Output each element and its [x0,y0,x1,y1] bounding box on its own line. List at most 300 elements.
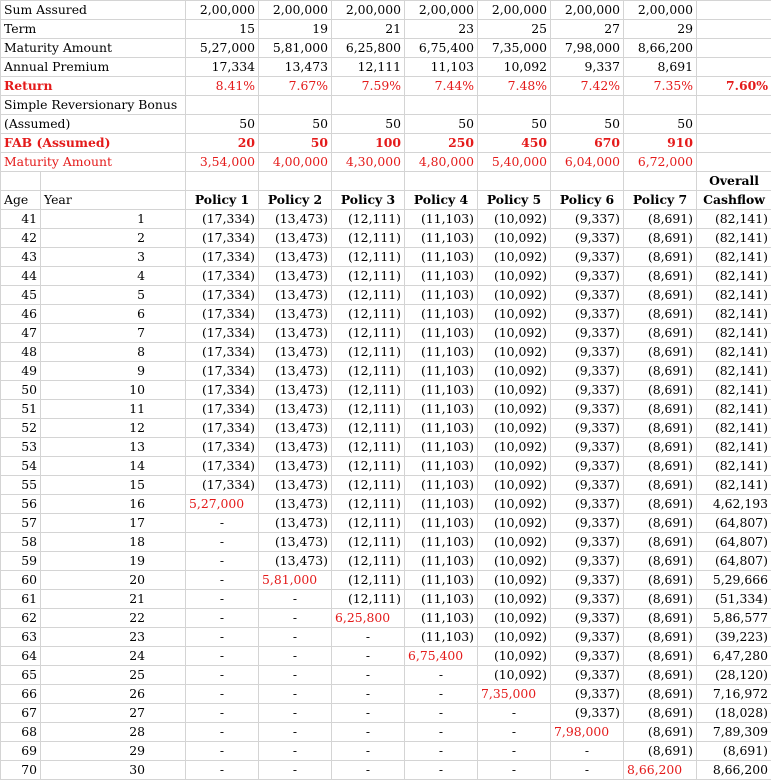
summary-value-maturity_amount[interactable]: 5,27,000 [186,39,259,58]
summary-value-annual_premium[interactable]: 12,111 [332,58,405,77]
policy-cell[interactable]: (9,337) [551,514,624,533]
empty-cell[interactable] [259,96,332,115]
policy-cell[interactable]: (8,691) [624,533,697,552]
summary-value-maturity_amount[interactable]: 7,98,000 [551,39,624,58]
age-cell[interactable]: 67 [1,704,41,723]
age-cell[interactable]: 49 [1,362,41,381]
empty-cell[interactable] [478,172,551,191]
summary-label-srb-line1[interactable]: Simple Reversionary Bonus [1,96,186,115]
overall-cashflow-cell[interactable]: (51,334) [697,590,771,609]
policy-cell[interactable]: (8,691) [624,552,697,571]
policy-cell[interactable]: (8,691) [624,609,697,628]
policy-cell[interactable]: (12,111) [332,419,405,438]
policy-cell[interactable]: (9,337) [551,704,624,723]
summary-value-srb[interactable]: 50 [551,115,624,134]
age-cell[interactable]: 61 [1,590,41,609]
policy-cell[interactable]: (10,092) [478,457,551,476]
overall-cashflow-cell[interactable]: (82,141) [697,343,771,362]
summary-value-fab[interactable]: 670 [551,134,624,153]
policy-cell[interactable]: (11,103) [405,628,478,647]
policy-cell[interactable]: - [186,647,259,666]
header-policy[interactable]: Policy 5 [478,191,551,210]
year-cell[interactable]: 15 [41,476,186,495]
year-cell[interactable]: 13 [41,438,186,457]
policy-cell[interactable]: (12,111) [332,590,405,609]
empty-cell[interactable] [1,172,41,191]
policy-cell[interactable]: (8,691) [624,628,697,647]
policy-cell[interactable]: (10,092) [478,343,551,362]
age-cell[interactable]: 59 [1,552,41,571]
policy-cell[interactable]: (9,337) [551,343,624,362]
policy-cell[interactable]: - [186,609,259,628]
age-cell[interactable]: 41 [1,210,41,229]
year-cell[interactable]: 4 [41,267,186,286]
policy-cell[interactable]: (12,111) [332,267,405,286]
policy-cell[interactable]: - [478,723,551,742]
year-cell[interactable]: 20 [41,571,186,590]
summary-value-fab[interactable]: 250 [405,134,478,153]
summary-value-annual_premium[interactable]: 11,103 [405,58,478,77]
policy-cell[interactable]: 5,81,000 [259,571,332,590]
policy-cell[interactable]: (8,691) [624,742,697,761]
summary-value-srb[interactable]: 50 [405,115,478,134]
policy-cell[interactable]: (10,092) [478,305,551,324]
summary-label-term[interactable]: Term [1,20,186,39]
policy-cell[interactable]: (11,103) [405,400,478,419]
policy-cell[interactable]: (10,092) [478,571,551,590]
policy-cell[interactable]: (8,691) [624,286,697,305]
policy-cell[interactable]: - [259,704,332,723]
empty-cell[interactable] [186,172,259,191]
policy-cell[interactable]: (9,337) [551,400,624,419]
summary-label-srb[interactable]: (Assumed) [1,115,186,134]
summary-value-sum_assured[interactable]: 2,00,000 [551,1,624,20]
policy-cell[interactable]: (10,092) [478,267,551,286]
year-cell[interactable]: 17 [41,514,186,533]
policy-cell[interactable]: (11,103) [405,590,478,609]
policy-cell[interactable]: (8,691) [624,229,697,248]
summary-value-sum_assured[interactable]: 2,00,000 [478,1,551,20]
age-cell[interactable]: 58 [1,533,41,552]
policy-cell[interactable]: (12,111) [332,514,405,533]
policy-cell[interactable]: (11,103) [405,210,478,229]
year-cell[interactable]: 30 [41,761,186,780]
age-cell[interactable]: 68 [1,723,41,742]
policy-cell[interactable]: (17,334) [186,248,259,267]
policy-cell[interactable]: (9,337) [551,229,624,248]
policy-cell[interactable]: (10,092) [478,324,551,343]
policy-cell[interactable]: (13,473) [259,210,332,229]
age-cell[interactable]: 70 [1,761,41,780]
header-policy[interactable]: Policy 2 [259,191,332,210]
policy-cell[interactable]: - [259,609,332,628]
policy-cell[interactable]: (8,691) [624,419,697,438]
policy-cell[interactable]: (9,337) [551,438,624,457]
policy-cell[interactable]: - [259,685,332,704]
overall-cashflow-cell[interactable]: (8,691) [697,742,771,761]
policy-cell[interactable]: (9,337) [551,552,624,571]
policy-cell[interactable]: - [186,590,259,609]
policy-cell[interactable]: (17,334) [186,286,259,305]
summary-label-return[interactable]: Return [1,77,186,96]
year-cell[interactable]: 28 [41,723,186,742]
policy-cell[interactable]: (11,103) [405,343,478,362]
policy-cell[interactable]: (11,103) [405,419,478,438]
age-cell[interactable]: 48 [1,343,41,362]
summary-value-maturity_amount_2[interactable]: 4,80,000 [405,153,478,172]
policy-cell[interactable]: (12,111) [332,286,405,305]
empty-cell[interactable] [697,96,771,115]
summary-value-maturity_amount[interactable]: 6,25,800 [332,39,405,58]
summary-value-maturity_amount[interactable]: 8,66,200 [624,39,697,58]
age-cell[interactable]: 60 [1,571,41,590]
policy-cell[interactable]: (11,103) [405,286,478,305]
policy-cell[interactable]: (13,473) [259,533,332,552]
overall-cashflow-cell[interactable]: (82,141) [697,476,771,495]
age-cell[interactable]: 52 [1,419,41,438]
empty-cell[interactable] [624,96,697,115]
policy-cell[interactable]: (10,092) [478,533,551,552]
policy-cell[interactable]: (13,473) [259,305,332,324]
policy-cell[interactable]: - [405,723,478,742]
policy-cell[interactable]: (10,092) [478,438,551,457]
year-cell[interactable]: 5 [41,286,186,305]
year-cell[interactable]: 14 [41,457,186,476]
policy-cell[interactable]: (17,334) [186,305,259,324]
year-cell[interactable]: 21 [41,590,186,609]
year-cell[interactable]: 1 [41,210,186,229]
summary-value-srb[interactable]: 50 [186,115,259,134]
summary-label-annual_premium[interactable]: Annual Premium [1,58,186,77]
summary-value-fab[interactable]: 50 [259,134,332,153]
header-policy[interactable]: Policy 4 [405,191,478,210]
year-cell[interactable]: 16 [41,495,186,514]
policy-cell[interactable]: (10,092) [478,666,551,685]
header-policy[interactable]: Policy 1 [186,191,259,210]
policy-cell[interactable]: (8,691) [624,267,697,286]
policy-cell[interactable]: (9,337) [551,495,624,514]
year-cell[interactable]: 29 [41,742,186,761]
policy-cell[interactable]: - [186,533,259,552]
policy-cell[interactable]: (8,691) [624,438,697,457]
policy-cell[interactable]: (8,691) [624,343,697,362]
policy-cell[interactable]: (9,337) [551,210,624,229]
policy-cell[interactable]: (13,473) [259,476,332,495]
overall-cashflow-cell[interactable]: 7,16,972 [697,685,771,704]
empty-cell[interactable] [332,172,405,191]
policy-cell[interactable]: (13,473) [259,419,332,438]
policy-cell[interactable]: - [259,647,332,666]
overall-cashflow-cell[interactable]: (18,028) [697,704,771,723]
policy-cell[interactable]: (8,691) [624,685,697,704]
policy-cell[interactable]: (11,103) [405,248,478,267]
overall-cashflow-cell[interactable]: (28,120) [697,666,771,685]
policy-cell[interactable]: (8,691) [624,210,697,229]
age-cell[interactable]: 46 [1,305,41,324]
policy-cell[interactable]: - [332,761,405,780]
summary-value-return[interactable]: 7.67% [259,77,332,96]
policy-cell[interactable]: (9,337) [551,685,624,704]
summary-value-annual_premium[interactable]: 8,691 [624,58,697,77]
summary-label-sum_assured[interactable]: Sum Assured [1,1,186,20]
policy-cell[interactable]: (11,103) [405,457,478,476]
policy-cell[interactable]: (11,103) [405,381,478,400]
summary-value-return[interactable]: 8.41% [186,77,259,96]
overall-cashflow-cell[interactable]: (82,141) [697,381,771,400]
age-cell[interactable]: 50 [1,381,41,400]
summary-value-maturity_amount_2[interactable]: 3,54,000 [186,153,259,172]
policy-cell[interactable]: - [405,742,478,761]
policy-cell[interactable]: (9,337) [551,267,624,286]
policy-cell[interactable]: - [551,742,624,761]
summary-value-return[interactable]: 7.48% [478,77,551,96]
summary-value-maturity_amount[interactable]: 7,35,000 [478,39,551,58]
policy-cell[interactable]: (13,473) [259,324,332,343]
policy-cell[interactable]: - [186,742,259,761]
policy-cell[interactable]: (12,111) [332,362,405,381]
overall-cashflow-cell[interactable]: (82,141) [697,210,771,229]
policy-cell[interactable]: (13,473) [259,248,332,267]
summary-value-return[interactable]: 7.59% [332,77,405,96]
policy-cell[interactable]: 5,27,000 [186,495,259,514]
policy-cell[interactable]: (9,337) [551,571,624,590]
policy-cell[interactable]: (12,111) [332,229,405,248]
policy-cell[interactable]: - [405,685,478,704]
overall-cashflow-cell[interactable]: (82,141) [697,400,771,419]
summary-value-maturity_amount_2[interactable]: 4,30,000 [332,153,405,172]
policy-cell[interactable]: - [259,590,332,609]
policy-cell[interactable]: 6,25,800 [332,609,405,628]
policy-cell[interactable]: (9,337) [551,381,624,400]
year-cell[interactable]: 12 [41,419,186,438]
policy-cell[interactable]: (12,111) [332,476,405,495]
summary-label-fab[interactable]: FAB (Assumed) [1,134,186,153]
empty-cell[interactable] [551,96,624,115]
policy-cell[interactable]: - [551,761,624,780]
summary-value-sum_assured[interactable]: 2,00,000 [186,1,259,20]
policy-cell[interactable]: (12,111) [332,571,405,590]
year-cell[interactable]: 22 [41,609,186,628]
policy-cell[interactable]: (8,691) [624,514,697,533]
header-overall-line1[interactable]: Overall [697,172,771,191]
policy-cell[interactable]: (8,691) [624,305,697,324]
policy-cell[interactable]: (12,111) [332,457,405,476]
year-cell[interactable]: 19 [41,552,186,571]
age-cell[interactable]: 42 [1,229,41,248]
summary-value-maturity_amount_2[interactable]: 4,00,000 [259,153,332,172]
policy-cell[interactable]: (13,473) [259,400,332,419]
policy-cell[interactable]: - [259,666,332,685]
policy-cell[interactable]: (17,334) [186,210,259,229]
policy-cell[interactable]: (10,092) [478,400,551,419]
policy-cell[interactable]: (13,473) [259,381,332,400]
overall-cashflow-cell[interactable]: (64,807) [697,533,771,552]
policy-cell[interactable]: (13,473) [259,267,332,286]
age-cell[interactable]: 44 [1,267,41,286]
summary-value-fab[interactable]: 20 [186,134,259,153]
overall-cashflow-cell[interactable]: (64,807) [697,514,771,533]
policy-cell[interactable]: (10,092) [478,286,551,305]
policy-cell[interactable]: (8,691) [624,476,697,495]
summary-overall-maturity_amount[interactable] [697,39,771,58]
policy-cell[interactable]: (11,103) [405,324,478,343]
age-cell[interactable]: 47 [1,324,41,343]
summary-value-srb[interactable]: 50 [478,115,551,134]
policy-cell[interactable]: (11,103) [405,305,478,324]
policy-cell[interactable]: (12,111) [332,438,405,457]
overall-cashflow-cell[interactable]: 7,89,309 [697,723,771,742]
header-age[interactable]: Age [1,191,41,210]
policy-cell[interactable]: (8,691) [624,571,697,590]
policy-cell[interactable]: (13,473) [259,343,332,362]
summary-value-fab[interactable]: 100 [332,134,405,153]
overall-cashflow-cell[interactable]: (82,141) [697,267,771,286]
summary-value-annual_premium[interactable]: 10,092 [478,58,551,77]
policy-cell[interactable]: (17,334) [186,362,259,381]
policy-cell[interactable]: (12,111) [332,343,405,362]
empty-cell[interactable] [405,172,478,191]
summary-value-term[interactable]: 23 [405,20,478,39]
summary-value-maturity_amount_2[interactable]: 6,04,000 [551,153,624,172]
policy-cell[interactable]: (13,473) [259,552,332,571]
policy-cell[interactable]: (11,103) [405,495,478,514]
year-cell[interactable]: 24 [41,647,186,666]
summary-overall-return[interactable]: 7.60% [697,77,771,96]
policy-cell[interactable]: (9,337) [551,286,624,305]
policy-cell[interactable]: (12,111) [332,495,405,514]
header-policy[interactable]: Policy 3 [332,191,405,210]
empty-cell[interactable] [41,172,186,191]
age-cell[interactable]: 65 [1,666,41,685]
policy-cell[interactable]: (11,103) [405,229,478,248]
policy-cell[interactable]: (10,092) [478,248,551,267]
policy-cell[interactable]: (13,473) [259,457,332,476]
policy-cell[interactable]: - [186,514,259,533]
age-cell[interactable]: 57 [1,514,41,533]
policy-cell[interactable]: - [186,628,259,647]
policy-cell[interactable]: (13,473) [259,514,332,533]
header-overall-line2[interactable]: Cashflow [697,191,771,210]
policy-cell[interactable]: - [259,723,332,742]
policy-cell[interactable]: (9,337) [551,305,624,324]
policy-cell[interactable]: (13,473) [259,438,332,457]
age-cell[interactable]: 51 [1,400,41,419]
policy-cell[interactable]: (10,092) [478,552,551,571]
summary-value-term[interactable]: 29 [624,20,697,39]
age-cell[interactable]: 53 [1,438,41,457]
policy-cell[interactable]: (11,103) [405,476,478,495]
age-cell[interactable]: 62 [1,609,41,628]
overall-cashflow-cell[interactable]: (82,141) [697,457,771,476]
overall-cashflow-cell[interactable]: (82,141) [697,229,771,248]
overall-cashflow-cell[interactable]: (82,141) [697,419,771,438]
policy-cell[interactable]: (17,334) [186,476,259,495]
policy-cell[interactable]: (8,691) [624,362,697,381]
year-cell[interactable]: 18 [41,533,186,552]
policy-cell[interactable]: (17,334) [186,343,259,362]
policy-cell[interactable]: (9,337) [551,609,624,628]
empty-cell[interactable] [332,96,405,115]
policy-cell[interactable]: (10,092) [478,628,551,647]
summary-value-fab[interactable]: 910 [624,134,697,153]
policy-cell[interactable]: (13,473) [259,362,332,381]
policy-cell[interactable]: (12,111) [332,210,405,229]
summary-value-srb[interactable]: 50 [624,115,697,134]
policy-cell[interactable]: (17,334) [186,267,259,286]
policy-cell[interactable]: (17,334) [186,419,259,438]
policy-cell[interactable]: (10,092) [478,647,551,666]
empty-cell[interactable] [478,96,551,115]
policy-cell[interactable]: (11,103) [405,362,478,381]
header-year[interactable]: Year [41,191,186,210]
policy-cell[interactable]: (12,111) [332,533,405,552]
policy-cell[interactable]: - [186,571,259,590]
policy-cell[interactable]: - [332,742,405,761]
policy-cell[interactable]: (10,092) [478,590,551,609]
policy-cell[interactable]: 7,35,000 [478,685,551,704]
summary-value-term[interactable]: 27 [551,20,624,39]
policy-cell[interactable]: - [186,704,259,723]
empty-cell[interactable] [405,96,478,115]
policy-cell[interactable]: - [332,685,405,704]
policy-cell[interactable]: (17,334) [186,438,259,457]
policy-cell[interactable]: (13,473) [259,495,332,514]
year-cell[interactable]: 7 [41,324,186,343]
summary-value-return[interactable]: 7.35% [624,77,697,96]
year-cell[interactable]: 26 [41,685,186,704]
empty-cell[interactable] [259,172,332,191]
policy-cell[interactable]: - [332,704,405,723]
policy-cell[interactable]: 8,66,200 [624,761,697,780]
policy-cell[interactable]: (8,691) [624,666,697,685]
summary-overall-sum_assured[interactable] [697,1,771,20]
policy-cell[interactable]: (12,111) [332,248,405,267]
policy-cell[interactable]: - [332,628,405,647]
policy-cell[interactable]: (9,337) [551,457,624,476]
year-cell[interactable]: 10 [41,381,186,400]
summary-value-term[interactable]: 19 [259,20,332,39]
policy-cell[interactable]: - [478,761,551,780]
policy-cell[interactable]: (8,691) [624,324,697,343]
summary-value-maturity_amount[interactable]: 6,75,400 [405,39,478,58]
summary-value-maturity_amount_2[interactable]: 6,72,000 [624,153,697,172]
policy-cell[interactable]: (9,337) [551,324,624,343]
policy-cell[interactable]: (10,092) [478,514,551,533]
summary-value-return[interactable]: 7.42% [551,77,624,96]
policy-cell[interactable]: (8,691) [624,400,697,419]
policy-cell[interactable]: - [332,666,405,685]
policy-cell[interactable]: (9,337) [551,590,624,609]
policy-cell[interactable]: - [332,723,405,742]
policy-cell[interactable]: (10,092) [478,609,551,628]
policy-cell[interactable]: (12,111) [332,552,405,571]
policy-cell[interactable]: 7,98,000 [551,723,624,742]
year-cell[interactable]: 3 [41,248,186,267]
age-cell[interactable]: 64 [1,647,41,666]
age-cell[interactable]: 43 [1,248,41,267]
policy-cell[interactable]: (12,111) [332,324,405,343]
policy-cell[interactable]: (10,092) [478,495,551,514]
year-cell[interactable]: 27 [41,704,186,723]
policy-cell[interactable]: (10,092) [478,419,551,438]
policy-cell[interactable]: (12,111) [332,305,405,324]
policy-cell[interactable]: (13,473) [259,286,332,305]
summary-label-maturity_amount[interactable]: Maturity Amount [1,39,186,58]
summary-value-annual_premium[interactable]: 9,337 [551,58,624,77]
summary-value-return[interactable]: 7.44% [405,77,478,96]
policy-cell[interactable]: (10,092) [478,381,551,400]
age-cell[interactable]: 55 [1,476,41,495]
